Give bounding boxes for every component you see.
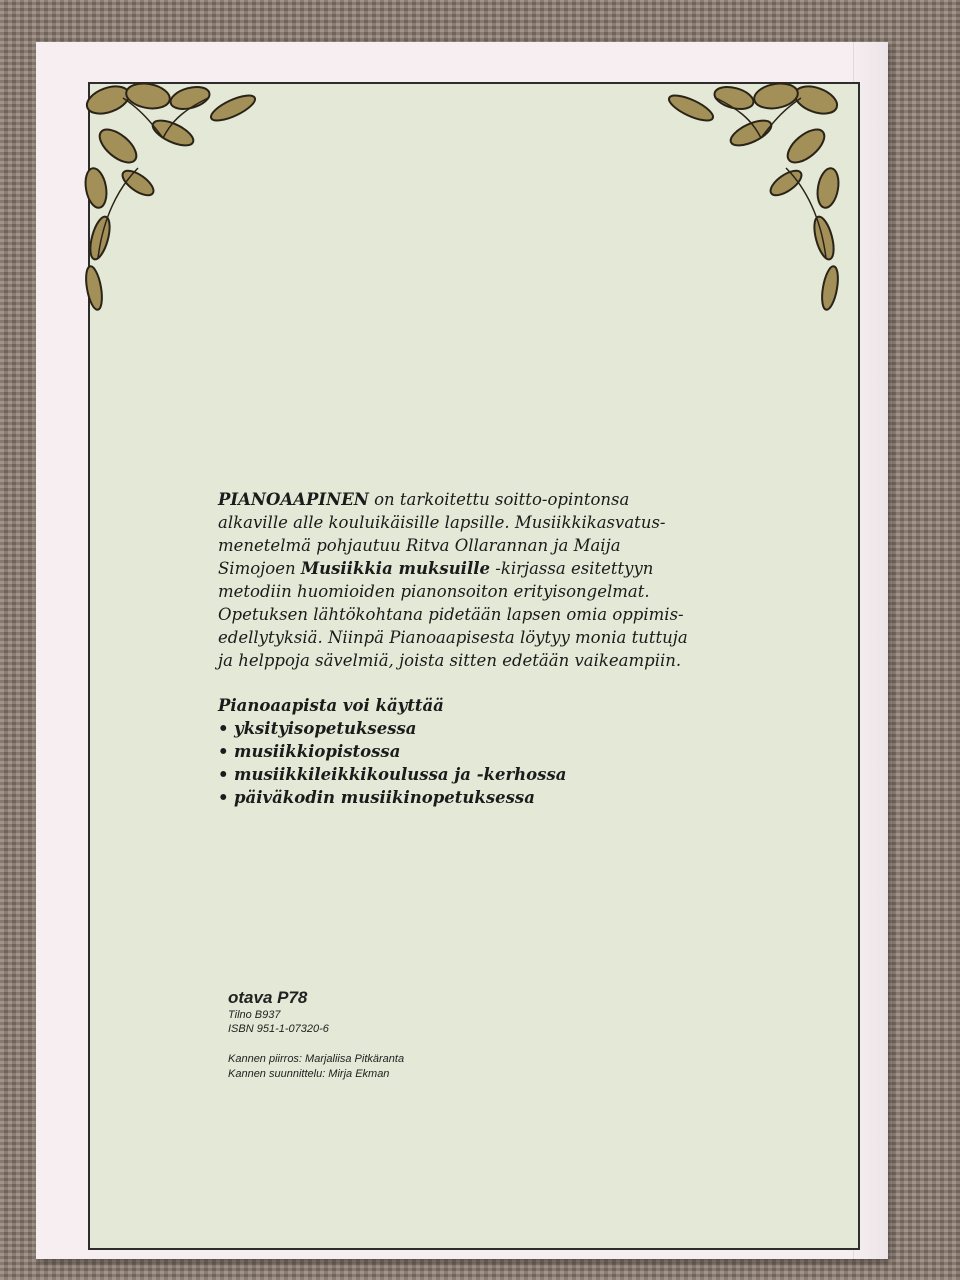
description-line-8: ja helppoja sävelmiä, joista sitten edetään vaikeampiin.	[218, 651, 682, 670]
description-line-1: alkaville alle kouluikäisille lapsille. Musiikkikasvatus-	[218, 513, 666, 532]
bullet-icon: •	[218, 788, 229, 807]
usage-item-label: musiikkiopistossa	[234, 742, 401, 761]
usage-item	[218, 717, 738, 740]
usage-item-label: yksityisopetuksessa	[234, 719, 417, 738]
description-line-0: on tarkoitettu soitto-opintonsa	[368, 490, 630, 509]
description-line-5: metodiin huomioiden pianonsoiton erityisongelmat.	[218, 582, 650, 601]
cover-credits	[228, 1052, 404, 1082]
bullet-icon: •	[218, 719, 229, 738]
credit-illustration: Kannen piirros: Marjaliisa Pitkäranta	[228, 1053, 405, 1065]
publisher-tilno: Tilno B937	[228, 1009, 281, 1021]
usage-list	[218, 694, 738, 809]
bullet-icon: •	[218, 765, 229, 784]
usage-item	[218, 786, 738, 809]
description-line-2: menetelmä pohjautuu Ritva Ollarannan ja Maija	[218, 536, 621, 555]
referenced-book-title: Musiikkia muksuille	[300, 559, 490, 578]
ornament-top-left	[78, 78, 268, 338]
description-line-4: -kirjassa esitettyyn	[490, 559, 654, 578]
publisher-isbn: ISBN 951-1-07320-6	[228, 1023, 329, 1035]
description-line-6: Opetuksen lähtökohtana pidetään lapsen omia oppimis-	[218, 605, 684, 624]
usage-item	[218, 740, 738, 763]
description-line-7: edellytyksiä. Niinpä Pianoaapisesta löytyy monia tuttuja	[218, 628, 688, 647]
credit-design: Kannen suunnittelu: Mirja Ekman	[228, 1068, 390, 1080]
usage-item-label: musiikkileikkikoulussa ja -kerhossa	[234, 765, 567, 784]
usage-item	[218, 763, 738, 786]
usage-title: Pianoaapista voi käyttää	[218, 696, 444, 715]
description-text	[218, 488, 738, 809]
publisher-block	[228, 988, 329, 1036]
description-line-3: Simojoen	[218, 559, 301, 578]
bullet-icon: •	[218, 742, 229, 761]
ornament-top-right	[656, 78, 846, 338]
book-name: PIANOAAPINEN	[218, 490, 369, 509]
publisher-name: otava P78	[228, 988, 308, 1007]
usage-item-label: päiväkodin musiikinopetuksessa	[234, 788, 535, 807]
description-paragraph	[218, 488, 738, 672]
